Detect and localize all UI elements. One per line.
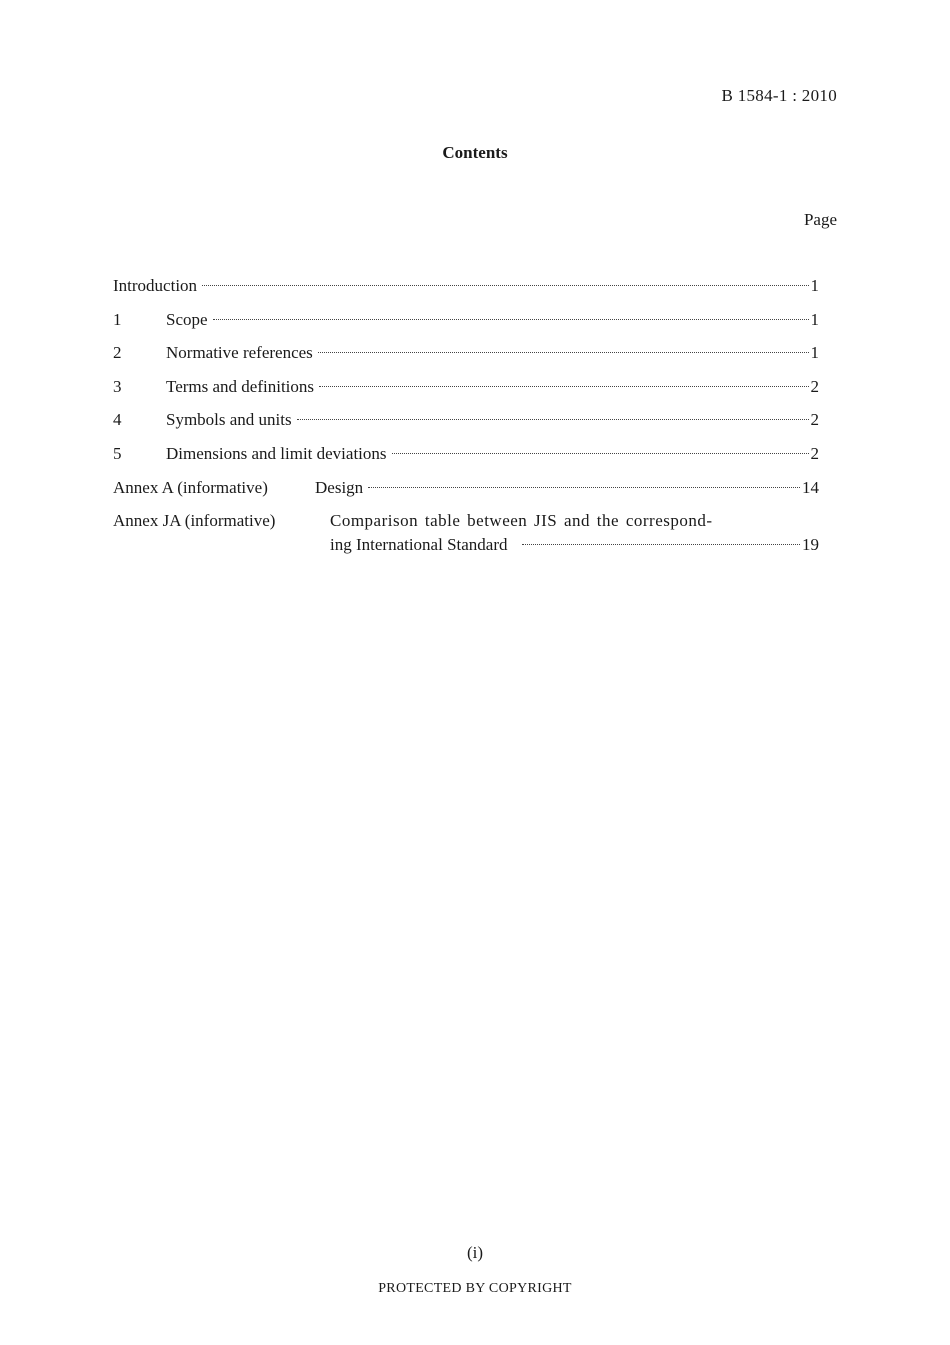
toc-annex-prefix: Annex A (informative): [113, 477, 268, 497]
toc-entry-scope[interactable]: [113, 309, 819, 343]
toc-entry-label: Dimensions and limit deviations: [166, 443, 387, 463]
toc-entry-page: 1: [810, 309, 819, 329]
dot-leader: [213, 319, 809, 320]
toc-entry-number: 1: [113, 309, 122, 329]
toc-entry-label: Normative references: [166, 343, 313, 363]
toc-entry-annex-ja[interactable]: [113, 510, 819, 556]
toc-entry-page: 14: [802, 477, 819, 497]
toc-entry-number: 4: [113, 410, 122, 430]
toc-entry-label: Design: [315, 477, 364, 497]
toc-entry-page: 19: [802, 535, 819, 555]
toc-entry-dimensions-and-limit-deviations[interactable]: [113, 443, 819, 477]
toc-entry-label-line2: ing International Standard: [330, 535, 508, 555]
toc-annex-ja-body: [330, 510, 819, 556]
toc-entry-normative-references[interactable]: [113, 342, 819, 376]
toc-entry-number: 3: [113, 376, 122, 396]
toc-entry-symbols-and-units[interactable]: [113, 409, 819, 443]
toc-entry-page: 2: [810, 410, 819, 430]
toc-entry-page: 2: [810, 443, 819, 463]
toc-entry-page: 2: [810, 376, 819, 396]
toc-annex-ja-line2: [330, 534, 819, 556]
toc-entry-label: Introduction: [113, 276, 198, 295]
toc-entry-page: 1: [810, 343, 819, 363]
toc-entry-label: Symbols and units: [166, 410, 292, 430]
dot-leader: [522, 544, 800, 545]
toc-entry-terms-and-definitions[interactable]: [113, 376, 819, 410]
toc-entry-introduction[interactable]: [113, 275, 819, 309]
dot-leader: [202, 285, 808, 286]
toc-entry-label-line1: Comparison table between JIS and the correspond-: [330, 511, 713, 531]
footer-page-number: (i): [466, 1243, 484, 1262]
document-id: B 1584-1 : 2010: [721, 86, 837, 105]
contents-title: Contents: [442, 143, 508, 162]
dot-leader: [368, 487, 800, 488]
table-of-contents: [113, 275, 819, 556]
dot-leader: [318, 352, 809, 353]
dot-leader: [319, 386, 808, 387]
toc-entry-label: Scope: [166, 309, 208, 329]
toc-entry-number: 5: [113, 443, 122, 463]
copyright-notice: PROTECTED BY COPYRIGHT: [378, 1281, 572, 1296]
toc-entry-label: Terms and definitions: [166, 376, 315, 396]
toc-entry-number: 2: [113, 343, 122, 363]
dot-leader: [297, 419, 809, 420]
toc-entry-page: 1: [810, 276, 819, 295]
toc-annex-prefix: Annex JA (informative): [113, 511, 276, 531]
toc-entry-annex-a[interactable]: [113, 477, 819, 511]
page-column-header: Page: [803, 210, 837, 229]
dot-leader: [392, 453, 809, 454]
